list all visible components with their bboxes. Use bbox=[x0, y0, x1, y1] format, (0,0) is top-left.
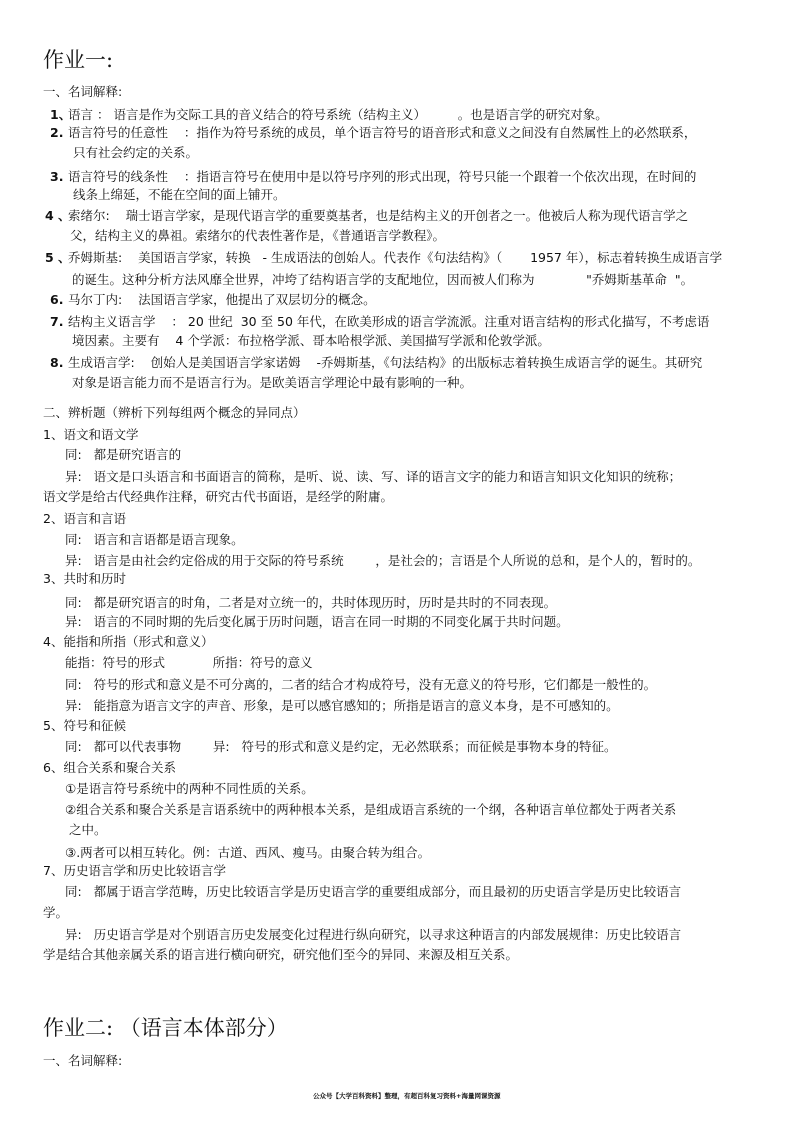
group-title: 3、共时和历时 bbox=[43, 571, 126, 586]
item-text: 乔姆斯基: 美国语言学家，转换 - 生成语法的创始人。代表作《句法结构》（ 1957 年），标志着转换生成语言学 bbox=[68, 250, 723, 265]
group-line: 同: 语言和言语都是语言现象。 bbox=[65, 532, 244, 547]
group-line: 异: 语言是由社会约定俗成的用于交际的符号系统 ，是社会的；言语是个人所说的总和，是个人的，暂时的。 bbox=[65, 553, 701, 568]
group-line: 学是结合其他亲属关系的语言进行横向研究，研究他们至今的异同、来源及相互关系。 bbox=[43, 947, 519, 962]
group-title: 1、语文和语文学 bbox=[43, 427, 139, 442]
group-line: 同: 都是研究语言的 bbox=[65, 447, 182, 462]
item-number: 1、 bbox=[50, 107, 72, 122]
group-line: 语文学是给古代经典作注释，研究古代书面语，是经学的附庸。 bbox=[43, 489, 394, 504]
term-item bbox=[50, 107, 608, 123]
group-line: 异: 语言的不同时期的先后变化属于历时问题，语言在同一时期的不同变化属于共时问题。 bbox=[65, 614, 569, 629]
term-item bbox=[45, 250, 722, 266]
group-line: 之中。 bbox=[65, 822, 107, 837]
group-title: 2、语言和言语 bbox=[43, 511, 126, 526]
group-line: 异: 历史语言学是对个别语言历史发展变化过程进行纵向研究，以寻求这种语言的内部发展规律：历史比较语言 bbox=[65, 927, 682, 942]
item-text: 结构主义语言学 ： 20 世纪 30 至 50 年代，在欧美形成的语言学流派。注重对语言结构的形式化描写，不考虑语 bbox=[68, 314, 710, 329]
group-line: 同: 都可以代表事物 异: 符号的形式和意义是约定，无必然联系；而征候是事物本身的特征。 bbox=[65, 739, 617, 754]
group-line: 同: 都属于语言学范畴，历史比较语言学是历史语言学的重要组成部分，而且最初的历史语言学是历史比较语言 bbox=[65, 884, 682, 899]
item-text: 父，结构主义的鼻祖。索绪尔的代表性著作是，《普通语言学教程》。 bbox=[70, 228, 446, 243]
term-item bbox=[50, 292, 376, 308]
section-heading: 一、名词解释: bbox=[43, 84, 123, 99]
group-line: ②组合关系和聚合关系是言语系统中的两种根本关系，是组成语言系统的一个纲，各种语言单位都处于两者关系 bbox=[65, 802, 677, 817]
group-title: 5、符号和征候 bbox=[43, 718, 126, 733]
group-title: 4、能指和所指（形式和意义） bbox=[43, 634, 214, 649]
group-line: ①是语言符号系统中的两种不同性质的关系。 bbox=[65, 781, 314, 796]
group-line: 异: 能指意为语言文字的声音、形象，是可以感官感知的；所指是语言的意义本身，是不可感知的。 bbox=[65, 698, 619, 713]
item-text: 马尔丁内: 法国语言学家，他提出了双层切分的概念。 bbox=[68, 292, 376, 307]
group-line: 学。 bbox=[43, 905, 69, 920]
item-text: 语言 ： 语言是作为交际工具的音义结合的符号系统（结构主义） 。也是语言学的研究对象。 bbox=[68, 107, 608, 122]
item-number: 6. bbox=[50, 292, 64, 307]
section-heading: 一、名词解释: bbox=[43, 1053, 123, 1068]
term-item bbox=[50, 125, 696, 141]
item-number: 8. bbox=[50, 355, 64, 370]
term-item bbox=[50, 355, 702, 371]
item-number: 5 、 bbox=[45, 250, 71, 265]
item-text: 生成语言学: 创始人是美国语言学家诺姆 -乔姆斯基，《句法结构》的出版标志着转换生成语言学的诞生。其研究 bbox=[68, 355, 703, 370]
item-text: 只有社会约定的关系。 bbox=[73, 145, 199, 160]
item-text: 语言符号的任意性 ：指作为符号系统的成员，单个语言符号的语音形式和意义之间没有自然属性上的必然联系， bbox=[68, 125, 697, 140]
group-line: 同: 符号的形式和意义是不可分离的，二者的结合才构成符号，没有无意义的符号形，它们都是一般性的。 bbox=[65, 677, 657, 692]
page-footer: 公众号【大学百科资料】整理，有超百科复习资料+海量网课资源 bbox=[313, 1092, 501, 1100]
item-number: 3. bbox=[50, 169, 64, 184]
group-line: 能指：符号的形式 所指：符号的意义 bbox=[65, 655, 313, 670]
item-text: 语言符号的线条性 ：指语言符号在使用中是以符号序列的形式出现，符号只能一个跟着一个依次出现，在时间的 bbox=[68, 169, 697, 184]
section-heading: 二、辨析题（辨析下列每组两个概念的异同点） bbox=[43, 405, 306, 420]
group-line: ③.两者可以相互转化。例：古道、西风、瘦马。由聚合转为组合。 bbox=[65, 845, 431, 860]
term-item bbox=[50, 314, 709, 330]
item-number: 7. bbox=[50, 314, 64, 329]
item-text: 索绪尔: 瑞士语言学家，是现代语言学的重要奠基者，也是结构主义的开创者之一。他被后人称为现代语言学之 bbox=[68, 208, 689, 223]
item-number: 4 、 bbox=[45, 208, 71, 223]
assignment-1-title: 作业一: bbox=[43, 48, 114, 72]
term-item bbox=[50, 169, 696, 185]
group-title: 6、组合关系和聚合关系 bbox=[43, 760, 176, 775]
item-number: 2. bbox=[50, 125, 64, 140]
assignment-2-title: 作业二: （语言本体部分） bbox=[43, 1016, 288, 1040]
item-text: 的诞生。这种分析方法风靡全世界，冲垮了结构语言学的支配地位，因而被人们称为 "乔姆斯基革命 "。 bbox=[72, 272, 694, 287]
group-line: 异: 语文是口头语言和书面语言的简称，是听、说、读、写、译的语言文字的能力和语言知识文化知识的统称； bbox=[65, 469, 682, 484]
group-line: 同: 都是研究语言的时角，二者是对立统一的，共时体现历时，历时是共时的不同表现。 bbox=[65, 595, 557, 610]
item-text: 境因素。主要有 4 个学派：布拉格学派、哥本哈根学派、美国描写学派和伦敦学派。 bbox=[72, 333, 550, 348]
item-text: 线条上绵延，不能在空间的面上铺开。 bbox=[73, 187, 286, 202]
item-text: 对象是语言能力而不是语言行为。是欧美语言学理论中最有影响的一种。 bbox=[72, 375, 473, 390]
group-title: 7、历史语言学和历史比较语言学 bbox=[43, 863, 226, 878]
term-item bbox=[45, 208, 688, 224]
